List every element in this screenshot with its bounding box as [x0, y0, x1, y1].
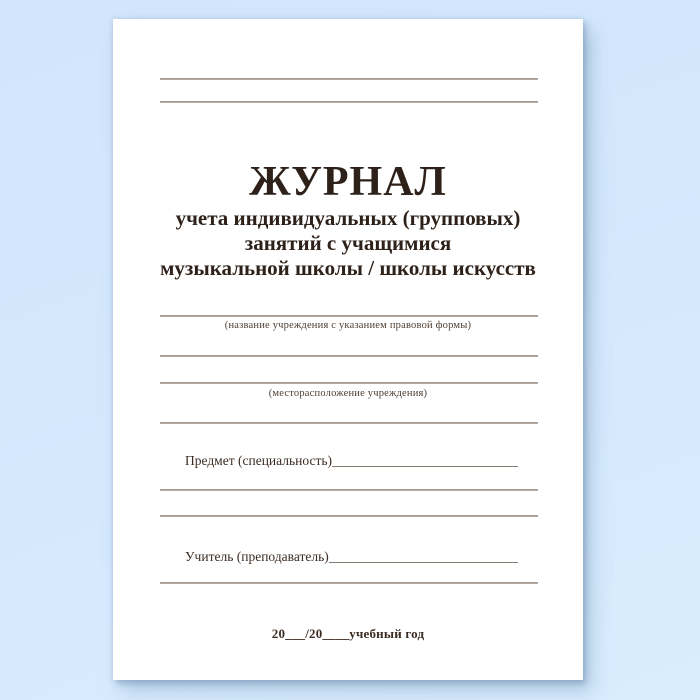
- subtitle-line-2: занятий с учащимися: [244, 231, 452, 255]
- caption-location: (месторасположение учреждения): [268, 388, 428, 399]
- blank-line-middle-2: [160, 422, 538, 424]
- subject-field: [185, 452, 518, 469]
- blank-line-top-1: [160, 78, 538, 80]
- teacher-field: [185, 548, 518, 565]
- subject-blank-line: [332, 466, 518, 467]
- teacher-blank-line: [329, 562, 518, 563]
- page-subtitle: [113, 206, 583, 281]
- subtitle-line-3: музыкальной школы / школы искусств: [160, 256, 536, 280]
- school-year-line: 20___/20____учебный год: [271, 626, 425, 641]
- blank-line-top-2: [160, 101, 538, 103]
- journal-cover-page: [113, 19, 583, 680]
- blank-line-middle-4: [160, 515, 538, 517]
- blank-line-bottom: [160, 582, 538, 584]
- teacher-label: Учитель (преподаватель): [185, 549, 329, 564]
- institution-name-blank-line: [160, 315, 538, 317]
- caption-institution: (название учреждения с указанием правовой формы): [224, 320, 472, 331]
- blank-line-middle-3: [160, 489, 538, 491]
- subtitle-line-1: учета индивидуальных (групповых): [175, 206, 521, 230]
- blank-line-middle-1: [160, 355, 538, 357]
- page-title: ЖУРНАЛ: [249, 159, 447, 205]
- location-blank-line: [160, 382, 538, 384]
- subject-label: Предмет (специальность): [185, 453, 333, 468]
